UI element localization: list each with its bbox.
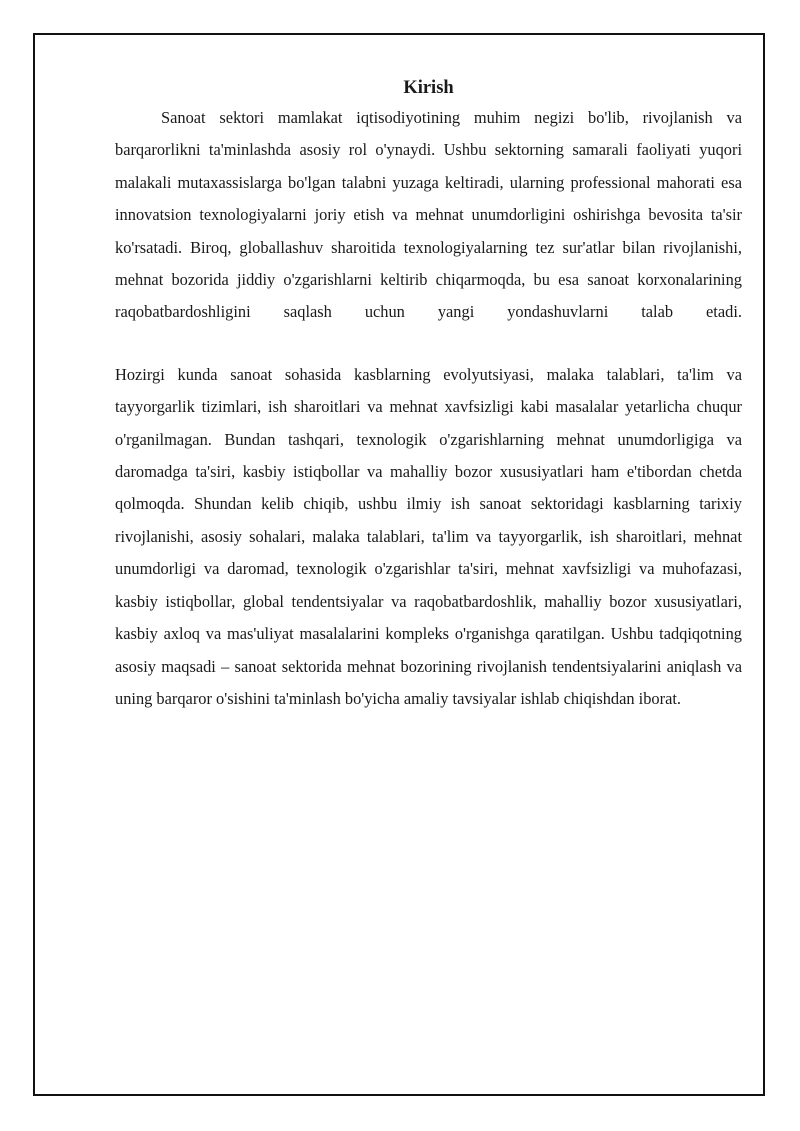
document-body xyxy=(115,74,742,715)
paragraph-intro: Sanoat sektori mamlakat iqtisodiyotining muhim negizi bo'lib, rivojlanish va barqarorlikni ta'minlashda asosiy rol o'ynaydi. Ushbu sektorning samarali faoliyati yuqori malakali mutaxassislarga bo'lgan talabni yuzaga keltiradi, ularning professional mahorati esa innovatsion texnologiyalarni joriy etish va mehnat unumdorligini oshirishga bevosita ta'sir ko'rsatadi. Biroq, globallashuv sharoitida texnologiyalarning tez sur'atlar bilan rivojlanishi, mehnat bozorida jiddiy o'zgarishlarni keltirib chiqarmoqda, bu esa sanoat korxonalarining raqobatbardoshligini saqlash uchun yangi yondashuvlarni talab etadi. xyxy=(115,108,742,322)
paragraph-second: Hozirgi kunda sanoat sohasida kasblarning evolyutsiyasi, malaka talablari, ta'lim va tayyorgarlik tizimlari, ish sharoitlari va mehnat xavfsizligi kabi masalalar yetarlicha chuqur o'rganilmagan. Bundan tashqari, texnologik o'zgarishlarning mehnat unumdorligiga va daromadga ta'siri, kasbiy istiqbollar va mahalliy bozor xususiyatlari ham e'tibordan chetda qolmoqda. Shundan kelib chiqib, ushbu ilmiy ish sanoat sektoridagi kasblarning tarixiy rivojlanishi, asosiy sohalari, malaka talablari, ta'lim va tayyorgarlik, ish sharoitlari, mehnat unumdorligi va daromad, texnologik o'zgarishlar ta'siri, mehnat xavfsizligi va muhofazasi, kasbiy istiqbollar, global tendentsiyalar va raqobatbardoshlik, mahalliy bozor xususiyatlari, kasbiy axloq va mas'uliyat masalalarini kompleks o'rganishga qaratilgan. Ushbu tadqiqotning asosiy maqsadi – sanoat sektorida mehnat bozorining rivojlanish tendentsiyalarini aniqlash va uning barqaror o'sishini ta'minlash bo'yicha amaliy tavsiyalar ishlab chiqishdan iborat. xyxy=(115,364,742,708)
document-title: Kirish xyxy=(403,78,454,98)
